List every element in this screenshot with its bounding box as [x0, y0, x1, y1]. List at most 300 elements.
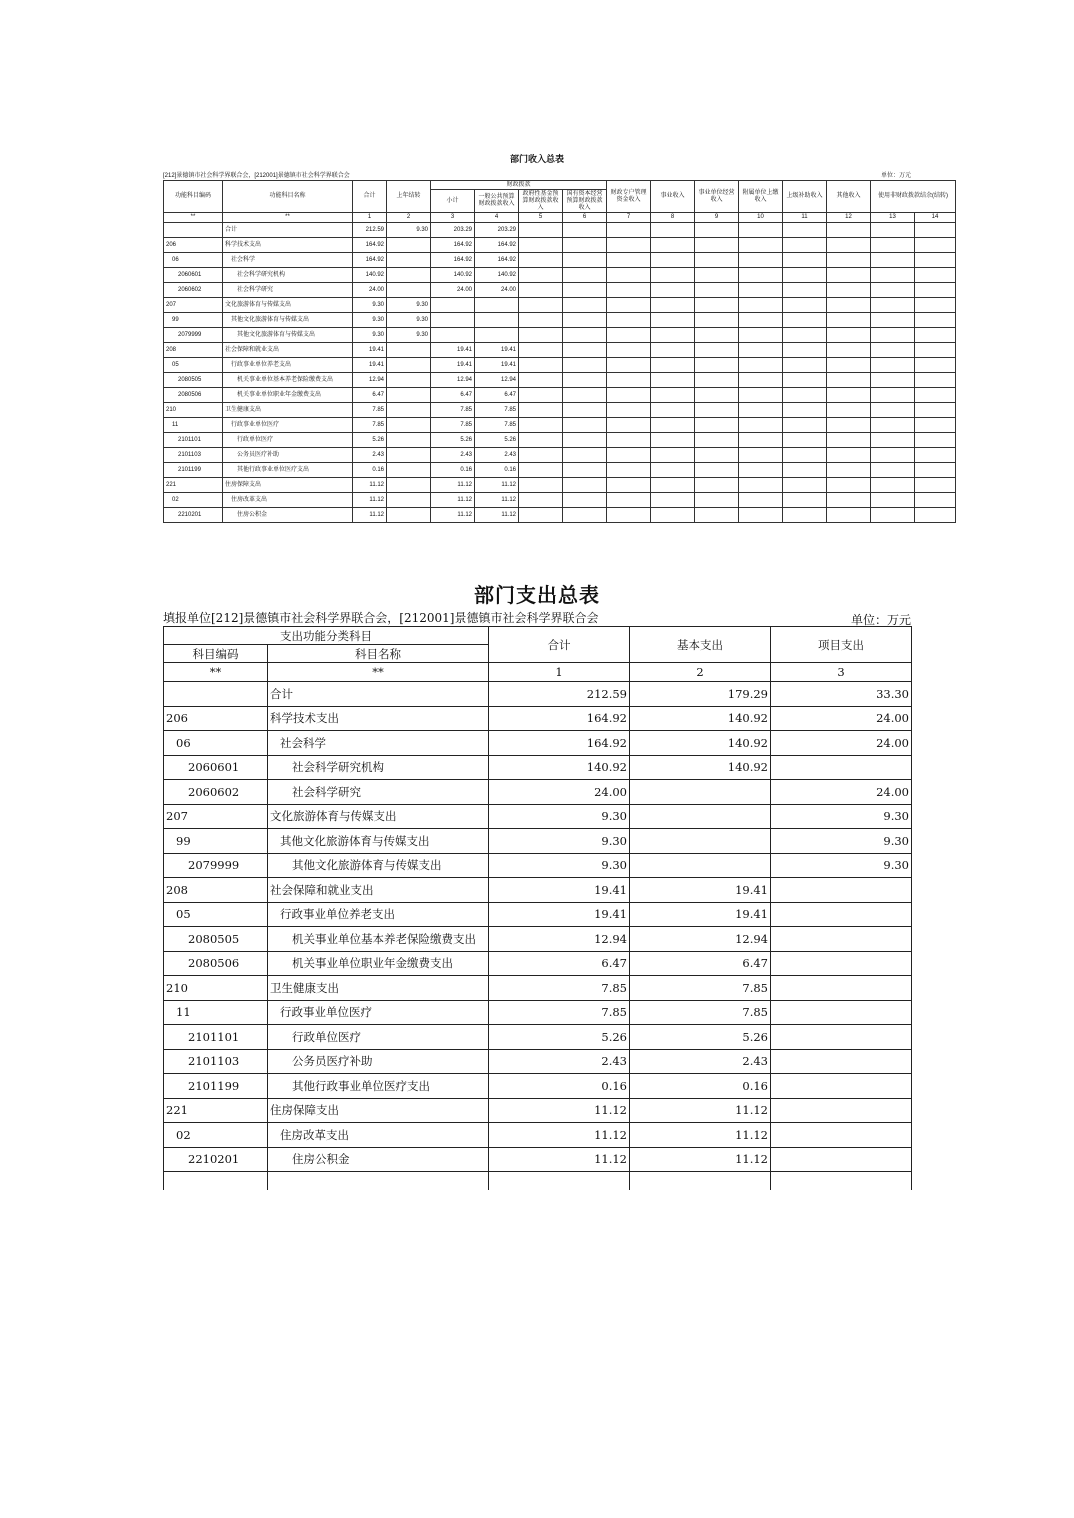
- income-row-empty-cell: [563, 298, 607, 313]
- expense-row-project: [771, 976, 912, 1001]
- expense-row-total: 19.41: [489, 902, 630, 927]
- expense-row-total: 164.92: [489, 706, 630, 731]
- income-row-empty-cell: [871, 223, 915, 238]
- expense-row-project: [771, 951, 912, 976]
- income-row-carryover: [387, 343, 431, 358]
- income-index-cell: 2: [387, 213, 431, 223]
- expense-row-code: 2101103: [164, 1049, 268, 1074]
- expense-row-total: 6.47: [489, 951, 630, 976]
- income-row-empty-cell: [519, 403, 563, 418]
- income-row-subtotal: [431, 328, 475, 343]
- income-unit-label: 单位：万元: [880, 173, 911, 179]
- income-header-other: 其他收入: [827, 181, 871, 213]
- income-row-empty-cell: [739, 403, 783, 418]
- income-row-code: 210: [164, 403, 223, 418]
- expense-header-category: 支出功能分类科目: [164, 627, 489, 645]
- income-row-empty-cell: [695, 493, 739, 508]
- expense-row-basic: 19.41: [630, 878, 771, 903]
- expense-row-name: 行政事业单位医疗: [268, 1000, 489, 1025]
- income-row-empty-cell: [519, 478, 563, 493]
- expense-header-basic: 基本支出: [630, 627, 771, 663]
- income-row-name: 文化旅游体育与传媒支出: [223, 298, 353, 313]
- income-row-empty-cell: [871, 268, 915, 283]
- income-row-name: 公务员医疗补助: [223, 448, 353, 463]
- expense-row-project: [771, 1074, 912, 1099]
- income-unit-line: [163, 170, 911, 179]
- expense-row-code: 05: [164, 902, 268, 927]
- income-row-empty-cell: [651, 253, 695, 268]
- income-row-general-budget: 5.26: [475, 433, 519, 448]
- expense-row-basic: 11.12: [630, 1147, 771, 1172]
- income-row-code: [164, 223, 223, 238]
- income-table-title: 部门收入总表: [509, 155, 564, 165]
- income-row-code: 221: [164, 478, 223, 493]
- income-row-empty-cell: [739, 388, 783, 403]
- income-row-general-budget: 19.41: [475, 343, 519, 358]
- expense-row-basic: 7.85: [630, 1000, 771, 1025]
- income-row-empty-cell: [695, 508, 739, 523]
- expense-row-name: 行政事业单位养老支出: [268, 902, 489, 927]
- income-row-carryover: [387, 508, 431, 523]
- income-row-empty-cell: [783, 253, 827, 268]
- income-row-empty-cell: [563, 253, 607, 268]
- expense-row-project: [771, 902, 912, 927]
- income-row-empty-cell: [827, 403, 871, 418]
- income-row-empty-cell: [519, 433, 563, 448]
- expense-index-cell: 2: [630, 663, 771, 682]
- income-row-empty-cell: [607, 313, 651, 328]
- expense-row-code: 2060601: [164, 755, 268, 780]
- expense-row-basic: 140.92: [630, 706, 771, 731]
- income-row-empty-cell: [783, 433, 827, 448]
- income-row-name: 社会科学研究机构: [223, 268, 353, 283]
- expense-row-project: [771, 1098, 912, 1123]
- expense-row-basic: 19.41: [630, 902, 771, 927]
- income-row-empty-cell: [519, 508, 563, 523]
- income-row-name: 社会科学: [223, 253, 353, 268]
- expense-row-basic: 12.94: [630, 927, 771, 952]
- income-row-empty-cell: [739, 508, 783, 523]
- expense-table-row: [164, 1049, 912, 1074]
- income-row-subtotal: 11.12: [431, 478, 475, 493]
- income-row-name: 行政单位医疗: [223, 433, 353, 448]
- income-row-empty-cell: [915, 418, 956, 433]
- income-row-empty-cell: [607, 358, 651, 373]
- income-row-total: 19.41: [353, 358, 387, 373]
- income-table-row: [164, 328, 956, 343]
- expense-row-project: 9.30: [771, 804, 912, 829]
- income-row-empty-cell: [651, 328, 695, 343]
- income-row-empty-cell: [563, 493, 607, 508]
- income-row-empty-cell: [871, 433, 915, 448]
- income-row-general-budget: [475, 328, 519, 343]
- expense-index-cell: **: [164, 663, 268, 682]
- income-row-total: 24.00: [353, 283, 387, 298]
- income-table-row: [164, 433, 956, 448]
- expense-header-project: 项目支出: [771, 627, 912, 663]
- income-row-general-budget: 0.16: [475, 463, 519, 478]
- income-row-empty-cell: [739, 418, 783, 433]
- income-row-empty-cell: [783, 508, 827, 523]
- income-row-empty-cell: [827, 253, 871, 268]
- income-row-total: 164.92: [353, 238, 387, 253]
- income-row-empty-cell: [783, 448, 827, 463]
- income-row-empty-cell: [871, 238, 915, 253]
- income-row-empty-cell: [827, 298, 871, 313]
- expense-table-row: [164, 682, 912, 707]
- expense-row-name: 卫生健康支出: [268, 976, 489, 1001]
- income-row-carryover: [387, 433, 431, 448]
- income-row-empty-cell: [607, 343, 651, 358]
- expense-row-name: 其他文化旅游体育与传媒支出: [268, 853, 489, 878]
- income-row-empty-cell: [519, 298, 563, 313]
- income-row-empty-cell: [563, 373, 607, 388]
- expense-table-row: [164, 1000, 912, 1025]
- expense-row-basic: 11.12: [630, 1098, 771, 1123]
- income-row-name: 卫生健康支出: [223, 403, 353, 418]
- income-row-carryover: [387, 358, 431, 373]
- income-row-total: 9.30: [353, 313, 387, 328]
- income-row-empty-cell: [915, 478, 956, 493]
- income-row-general-budget: 11.12: [475, 508, 519, 523]
- income-row-subtotal: 164.92: [431, 253, 475, 268]
- expense-row-code: 2101199: [164, 1074, 268, 1099]
- income-row-empty-cell: [651, 433, 695, 448]
- expense-row-name: 住房公积金: [268, 1147, 489, 1172]
- income-row-empty-cell: [739, 433, 783, 448]
- income-row-total: 9.30: [353, 328, 387, 343]
- income-header-business: 事业收入: [651, 181, 695, 213]
- income-row-empty-cell: [651, 283, 695, 298]
- income-row-code: 99: [164, 313, 223, 328]
- income-row-empty-cell: [607, 373, 651, 388]
- expense-row-basic: 140.92: [630, 755, 771, 780]
- expense-index-cell: 3: [771, 663, 912, 682]
- income-row-name: 其他文化旅游体育与传媒支出: [223, 328, 353, 343]
- income-row-empty-cell: [871, 358, 915, 373]
- income-row-empty-cell: [651, 418, 695, 433]
- income-row-empty-cell: [519, 448, 563, 463]
- income-row-empty-cell: [651, 403, 695, 418]
- income-row-total: 11.12: [353, 508, 387, 523]
- income-row-empty-cell: [915, 508, 956, 523]
- income-row-empty-cell: [563, 283, 607, 298]
- income-row-empty-cell: [695, 343, 739, 358]
- income-row-subtotal: 12.94: [431, 373, 475, 388]
- income-row-empty-cell: [651, 268, 695, 283]
- income-row-general-budget: 164.92: [475, 253, 519, 268]
- income-row-empty-cell: [695, 223, 739, 238]
- income-row-subtotal: 6.47: [431, 388, 475, 403]
- income-row-code: 2101101: [164, 433, 223, 448]
- income-row-name: 行政事业单位养老支出: [223, 358, 353, 373]
- expense-row-total: 164.92: [489, 731, 630, 756]
- expense-table-row: [164, 951, 912, 976]
- income-row-empty-cell: [915, 283, 956, 298]
- income-row-general-budget: 203.29: [475, 223, 519, 238]
- income-row-empty-cell: [871, 313, 915, 328]
- expense-row-project: 24.00: [771, 706, 912, 731]
- expense-row-project: [771, 1123, 912, 1148]
- income-table-row: [164, 268, 956, 283]
- income-row-empty-cell: [827, 433, 871, 448]
- expense-blank-cell: [630, 1172, 771, 1191]
- income-row-total: 11.12: [353, 478, 387, 493]
- income-row-empty-cell: [871, 253, 915, 268]
- income-row-empty-cell: [563, 328, 607, 343]
- income-row-empty-cell: [915, 268, 956, 283]
- expense-row-project: [771, 1147, 912, 1172]
- income-header-fiscal-special: 财政专户管理资金收入: [607, 181, 651, 213]
- income-row-empty-cell: [651, 448, 695, 463]
- income-row-empty-cell: [519, 493, 563, 508]
- income-row-empty-cell: [519, 268, 563, 283]
- income-row-total: 12.94: [353, 373, 387, 388]
- income-row-empty-cell: [827, 493, 871, 508]
- income-index-cell: 10: [739, 213, 783, 223]
- income-row-total: 19.41: [353, 343, 387, 358]
- income-row-empty-cell: [871, 388, 915, 403]
- income-row-empty-cell: [827, 508, 871, 523]
- income-table-row: [164, 253, 956, 268]
- income-row-empty-cell: [739, 298, 783, 313]
- income-table-body: [164, 223, 956, 523]
- income-row-empty-cell: [783, 298, 827, 313]
- expense-summary-table: [163, 626, 912, 1190]
- income-row-empty-cell: [739, 328, 783, 343]
- expense-header-code: 科目编码: [164, 645, 268, 663]
- income-row-total: 9.30: [353, 298, 387, 313]
- income-table-row: [164, 463, 956, 478]
- expense-row-project: [771, 878, 912, 903]
- expense-row-total: 140.92: [489, 755, 630, 780]
- income-row-general-budget: 11.12: [475, 493, 519, 508]
- expense-row-total: 2.43: [489, 1049, 630, 1074]
- income-row-carryover: [387, 253, 431, 268]
- expense-row-name: 社会科学研究: [268, 780, 489, 805]
- expense-index-cell: 1: [489, 663, 630, 682]
- income-row-empty-cell: [563, 238, 607, 253]
- expense-table-row: [164, 902, 912, 927]
- income-row-empty-cell: [563, 403, 607, 418]
- income-row-empty-cell: [651, 343, 695, 358]
- expense-row-basic: 11.12: [630, 1123, 771, 1148]
- income-row-name: 行政事业单位医疗: [223, 418, 353, 433]
- income-row-code: 2079999: [164, 328, 223, 343]
- income-row-general-budget: 24.00: [475, 283, 519, 298]
- expense-row-code: 2079999: [164, 853, 268, 878]
- income-row-general-budget: 164.92: [475, 238, 519, 253]
- income-row-empty-cell: [739, 313, 783, 328]
- expense-row-total: 11.12: [489, 1123, 630, 1148]
- expense-row-basic: 5.26: [630, 1025, 771, 1050]
- income-row-empty-cell: [607, 268, 651, 283]
- expense-row-basic: 140.92: [630, 731, 771, 756]
- expense-row-total: 7.85: [489, 976, 630, 1001]
- income-row-empty-cell: [607, 493, 651, 508]
- expense-row-code: [164, 682, 268, 707]
- income-row-total: 6.47: [353, 388, 387, 403]
- income-row-empty-cell: [783, 328, 827, 343]
- income-row-code: 05: [164, 358, 223, 373]
- income-row-empty-cell: [739, 448, 783, 463]
- income-row-empty-cell: [651, 388, 695, 403]
- income-row-empty-cell: [563, 478, 607, 493]
- income-table-row: [164, 493, 956, 508]
- income-row-empty-cell: [607, 238, 651, 253]
- expense-row-total: 11.12: [489, 1098, 630, 1123]
- income-row-empty-cell: [871, 343, 915, 358]
- income-row-empty-cell: [871, 493, 915, 508]
- expense-row-name: 科学技术支出: [268, 706, 489, 731]
- income-index-cell: 6: [563, 213, 607, 223]
- income-row-general-budget: 7.85: [475, 403, 519, 418]
- income-row-empty-cell: [915, 253, 956, 268]
- income-row-empty-cell: [607, 253, 651, 268]
- income-row-subtotal: 11.12: [431, 493, 475, 508]
- income-row-total: 212.59: [353, 223, 387, 238]
- expense-row-code: 11: [164, 1000, 268, 1025]
- income-row-empty-cell: [695, 433, 739, 448]
- income-row-empty-cell: [827, 448, 871, 463]
- income-row-empty-cell: [563, 343, 607, 358]
- expense-row-total: 212.59: [489, 682, 630, 707]
- income-row-empty-cell: [827, 373, 871, 388]
- expense-row-project: [771, 1025, 912, 1050]
- income-table-row: [164, 403, 956, 418]
- expense-row-name: 住房保障支出: [268, 1098, 489, 1123]
- expense-table-row: [164, 1074, 912, 1099]
- income-row-empty-cell: [519, 388, 563, 403]
- expense-row-project: [771, 755, 912, 780]
- expense-row-basic: 6.47: [630, 951, 771, 976]
- expense-row-basic: [630, 829, 771, 854]
- expense-row-total: 0.16: [489, 1074, 630, 1099]
- expense-row-code: 208: [164, 878, 268, 903]
- expense-row-name: 机关事业单位基本养老保险缴费支出: [268, 927, 489, 952]
- income-row-empty-cell: [519, 418, 563, 433]
- income-row-empty-cell: [783, 313, 827, 328]
- income-header-total: 合计: [353, 181, 387, 213]
- expense-row-code: 2101101: [164, 1025, 268, 1050]
- income-header-name: 功能科目名称: [223, 181, 353, 213]
- expense-index-cell: **: [268, 663, 489, 682]
- income-row-empty-cell: [651, 298, 695, 313]
- income-row-empty-cell: [695, 373, 739, 388]
- expense-row-code: 207: [164, 804, 268, 829]
- income-row-empty-cell: [563, 448, 607, 463]
- expense-row-name: 行政单位医疗: [268, 1025, 489, 1050]
- income-row-code: 06: [164, 253, 223, 268]
- income-row-empty-cell: [871, 448, 915, 463]
- income-row-empty-cell: [695, 313, 739, 328]
- expense-row-basic: 179.29: [630, 682, 771, 707]
- income-row-empty-cell: [519, 253, 563, 268]
- expense-row-total: 9.30: [489, 804, 630, 829]
- expense-row-code: 2080505: [164, 927, 268, 952]
- expense-row-total: 12.94: [489, 927, 630, 952]
- expense-row-total: 11.12: [489, 1147, 630, 1172]
- expense-row-total: 9.30: [489, 829, 630, 854]
- income-row-empty-cell: [607, 463, 651, 478]
- income-row-empty-cell: [915, 448, 956, 463]
- income-row-empty-cell: [783, 388, 827, 403]
- income-row-empty-cell: [915, 463, 956, 478]
- income-row-empty-cell: [871, 298, 915, 313]
- expense-row-basic: [630, 804, 771, 829]
- income-row-empty-cell: [651, 358, 695, 373]
- income-row-empty-cell: [871, 463, 915, 478]
- expense-table-row: [164, 706, 912, 731]
- income-header-code: 功能科目编码: [164, 181, 223, 213]
- income-row-name: 社会保障和就业支出: [223, 343, 353, 358]
- expense-table-row: [164, 853, 912, 878]
- income-row-empty-cell: [563, 223, 607, 238]
- income-row-empty-cell: [827, 478, 871, 493]
- income-row-empty-cell: [651, 373, 695, 388]
- income-row-empty-cell: [695, 328, 739, 343]
- expense-row-code: 206: [164, 706, 268, 731]
- income-row-subtotal: 7.85: [431, 418, 475, 433]
- income-row-empty-cell: [915, 328, 956, 343]
- expense-table-row: [164, 878, 912, 903]
- income-header-reserve: 使用非财政拨款结余(结转): [871, 181, 956, 213]
- income-row-empty-cell: [563, 313, 607, 328]
- expense-row-basic: 0.16: [630, 1074, 771, 1099]
- income-header-carryover: 上年结转: [387, 181, 431, 213]
- income-row-empty-cell: [739, 253, 783, 268]
- expense-row-name: 其他文化旅游体育与传媒支出: [268, 829, 489, 854]
- income-row-empty-cell: [519, 238, 563, 253]
- income-row-carryover: [387, 373, 431, 388]
- expense-table-row: [164, 780, 912, 805]
- expense-row-total: 24.00: [489, 780, 630, 805]
- income-row-empty-cell: [827, 328, 871, 343]
- income-row-empty-cell: [783, 463, 827, 478]
- income-table-row: [164, 373, 956, 388]
- expense-unit-info: 填报单位[212]景德镇市社会科学界联合会，[212001]景德镇市社会科学界联合会: [163, 611, 599, 625]
- income-row-subtotal: 203.29: [431, 223, 475, 238]
- expense-row-code: 210: [164, 976, 268, 1001]
- income-table-row: [164, 223, 956, 238]
- income-header-operating: 事业单位经营收入: [695, 181, 739, 213]
- expense-row-project: 9.30: [771, 853, 912, 878]
- income-table-row: [164, 508, 956, 523]
- income-row-empty-cell: [827, 343, 871, 358]
- income-row-subtotal: 7.85: [431, 403, 475, 418]
- income-row-empty-cell: [827, 388, 871, 403]
- income-row-empty-cell: [915, 493, 956, 508]
- income-row-empty-cell: [915, 223, 956, 238]
- income-row-empty-cell: [915, 373, 956, 388]
- expense-row-code: 02: [164, 1123, 268, 1148]
- expense-table-row: [164, 829, 912, 854]
- income-row-empty-cell: [739, 238, 783, 253]
- income-row-name: 社会科学研究: [223, 283, 353, 298]
- income-row-subtotal: 19.41: [431, 358, 475, 373]
- income-row-empty-cell: [739, 478, 783, 493]
- expense-row-name: 住房改革支出: [268, 1123, 489, 1148]
- income-row-carryover: [387, 388, 431, 403]
- expense-row-code: 99: [164, 829, 268, 854]
- income-row-empty-cell: [739, 268, 783, 283]
- income-row-carryover: [387, 493, 431, 508]
- income-row-empty-cell: [651, 223, 695, 238]
- income-row-empty-cell: [783, 373, 827, 388]
- income-header-superior: 上级补助收入: [783, 181, 827, 213]
- expense-row-code: 06: [164, 731, 268, 756]
- income-header-subsidiary: 附属单位上缴收入: [739, 181, 783, 213]
